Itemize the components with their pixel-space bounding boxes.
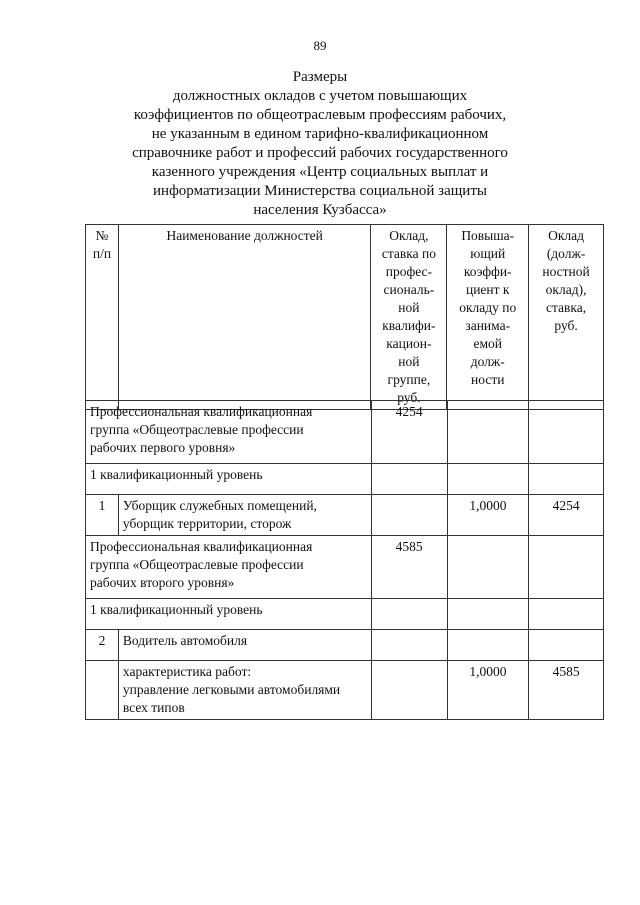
empty-cell [447, 536, 529, 599]
title-line: не указанным в едином тарифно-квалификационном [151, 126, 489, 142]
header-salary-total: Оклад (долж- ностной оклад), ставка, руб. [529, 225, 604, 410]
salary-table-header [85, 224, 604, 410]
empty-cell [371, 630, 447, 661]
title-line: Размеры [292, 69, 348, 85]
title-line: казенного учреждения «Центр социальных выплат и [151, 164, 489, 180]
empty-cell [529, 536, 604, 599]
empty-cell [447, 630, 529, 661]
header-position-name: Наименование должностей [118, 225, 371, 410]
item-salary-total: 4254 [529, 495, 604, 536]
header-base-salary: Оклад, ставка по профес- сиональ- ной квалифи- кацион- ной группе, руб. [371, 225, 447, 410]
group-salary: 4254 [371, 401, 447, 464]
title-line: справочнике работ и профессий рабочих государственного [132, 145, 508, 161]
header-coefficient: Повыша- ющий коэффи- циент к окладу по занима- емой долж- ности [447, 225, 529, 410]
header-row [86, 225, 604, 410]
empty-cell [371, 464, 447, 495]
empty-cell [86, 661, 119, 720]
item-salary-total: 4585 [529, 661, 604, 720]
empty-cell [529, 401, 604, 464]
title-line: населения Кузбасса» [253, 202, 387, 218]
empty-cell [447, 599, 529, 630]
title-line: должностных окладов с учетом повышающих [172, 88, 468, 104]
salary-table-body [85, 400, 604, 720]
item-name: Водитель автомобиля [118, 630, 371, 661]
group-name: Профессиональная квалификационная группа «Общеотраслевые профессии рабочих второго уровня» [86, 536, 372, 599]
table-row-item-2 [86, 630, 604, 661]
empty-cell [371, 661, 447, 720]
title-line: коэффициентов по общеотраслевым профессиям рабочих, [133, 107, 507, 123]
item-name: Уборщик служебных помещений, уборщик территории, сторож [118, 495, 371, 536]
document-title [0, 68, 640, 220]
item-number: 2 [86, 630, 119, 661]
empty-cell [447, 401, 529, 464]
empty-cell [447, 464, 529, 495]
empty-cell [371, 599, 447, 630]
level-name: 1 квалификационный уровень [86, 464, 372, 495]
table-row-level [86, 464, 604, 495]
empty-cell [529, 630, 604, 661]
level-name: 1 квалификационный уровень [86, 599, 372, 630]
table-row-item-1 [86, 495, 604, 536]
empty-cell [371, 495, 447, 536]
group-name: Профессиональная квалификационная группа «Общеотраслевые профессии рабочих первого уровня» [86, 401, 372, 464]
table-row-group-1 [86, 401, 604, 464]
group-salary: 4585 [371, 536, 447, 599]
characteristic-text: характеристика работ: управление легковыми автомобилями всех типов [118, 661, 371, 720]
table-row-level [86, 599, 604, 630]
header-number: № п/п [86, 225, 119, 410]
page-number: 89 [313, 38, 327, 53]
table-row-characteristic [86, 661, 604, 720]
table-row-group-2 [86, 536, 604, 599]
empty-cell [529, 464, 604, 495]
item-coefficient: 1,0000 [447, 495, 529, 536]
title-line: информатизации Министерства социальной защиты [153, 183, 487, 199]
empty-cell [529, 599, 604, 630]
item-number: 1 [86, 495, 119, 536]
item-coefficient: 1,0000 [447, 661, 529, 720]
